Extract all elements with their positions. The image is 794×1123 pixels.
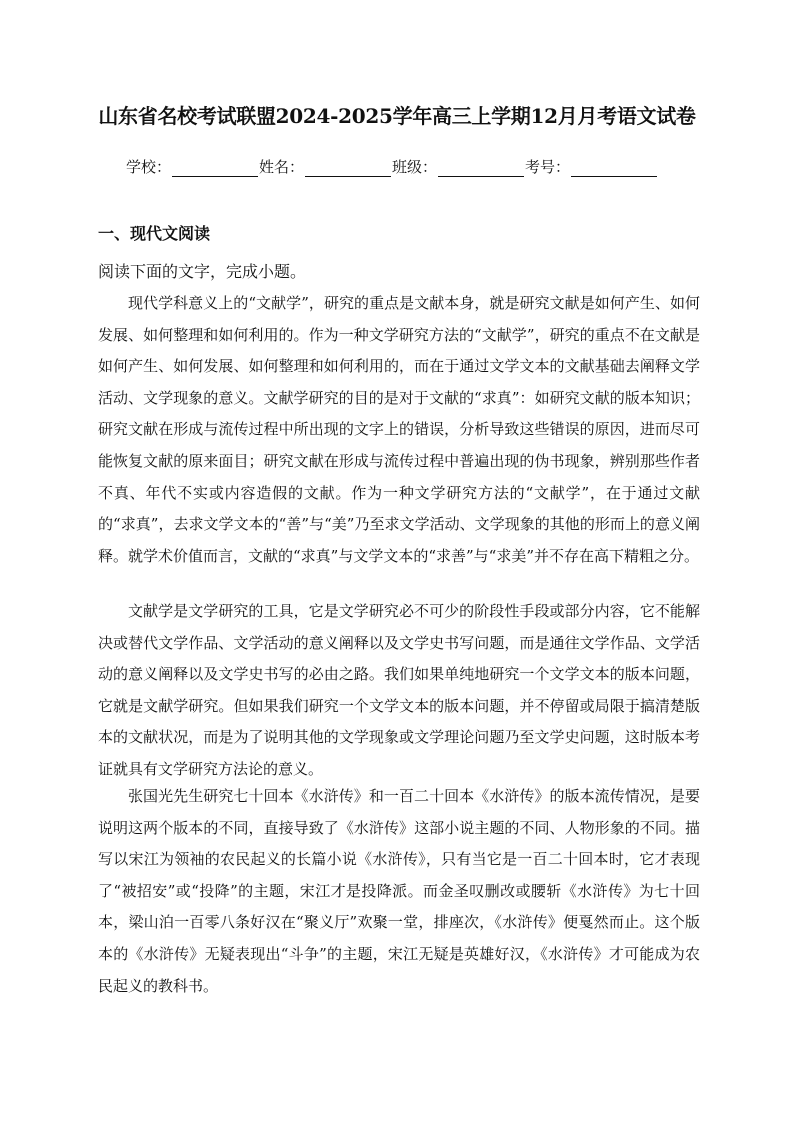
section-heading: 一、现代文阅读 bbox=[98, 224, 211, 243]
class-field bbox=[392, 156, 525, 177]
class-blank bbox=[438, 159, 524, 177]
exam-number-blank bbox=[571, 159, 657, 177]
student-info-line bbox=[126, 153, 658, 177]
school-blank bbox=[172, 159, 258, 177]
exam-title: 山东省名校考试联盟2024-2025学年高三上学期12月月考语文试卷 bbox=[98, 104, 696, 128]
passage-paragraph: 文献学是文学研究的工具，它是文学研究必不可少的阶段性手段或部分内容，它不能解决或替代文学作品、文学活动的意义阐释以及文学史书写问题，而是通往文学作品、文学活动的意义阐释以及文学史书写的必由之路。我们如果单纯地研究一个文学文本的版本问题，它就是文献学研究。但如果我们研究一个文学文本的版本问题，并不停留或局限于搞清楚版本的文献状况，而是为了说明其他的文学现象或文学理论问题乃至文学史问题，这时版本考证就具有文学研究方法论的意义。 bbox=[98, 602, 700, 778]
name-blank bbox=[305, 159, 391, 177]
school-label: 学校： bbox=[126, 158, 172, 176]
school-field bbox=[126, 156, 259, 177]
passage-paragraph: 现代学科意义上的“文献学”，研究的重点是文献本身，就是研究文献是如何产生、如何发展、如何整理和如何利用的。作为一种文学研究方法的“文献学”，研究的重点不在文献是如何产生、如何发展、如何整理和如何利用的，而在于通过文学文本的文献基础去阐释文学活动、文学现象的意义。文献学研究的目的是对于文献的“求真”：如研究文献的版本知识；研究文献在形成与流传过程中所出现的文字上的错误，分析导致这些错误的原因，进而尽可能恢复文献的原来面目；研究文献在形成与流传过程中普遍出现的伪书现象，辨别那些作者不真、年代不实或内容造假的文献。作为一种文学研究方法的“文献学”，在于通过文献的“求真”，去求文学文本的“善”与“美”乃至求文学活动、文学现象的其他的形而上的意义阐释。就学术价值而言，文献的“求真”与文学文本的“求善”与“求美”并不存在高下精粗之分。 bbox=[98, 294, 700, 565]
exam-number-field bbox=[525, 156, 658, 177]
exam-number-label: 考号： bbox=[525, 158, 571, 176]
name-field bbox=[259, 156, 392, 177]
passage-paragraph: 张国光先生研究七十回本《水浒传》和一百二十回本《水浒传》的版本流传情况，是要说明这两个版本的不同，直接导致了《水浒传》这部小说主题的不同、人物形象的不同。描写以宋江为领袖的农民起义的长篇小说《水浒传》，只有当它是一百二十回本时，它才表现了“被招安”或“投降”的主题，宋江才是投降派。而金圣叹删改或腰斩《水浒传》为七十回本，梁山泊一百零八条好汉在“聚义厅”欢聚一堂，排座次，《水浒传》便戛然而止。这个版本的《水浒传》无疑表现出“斗争”的主题，宋江无疑是英雄好汉，《水浒传》才可能成为农民起义的教科书。 bbox=[98, 787, 700, 995]
reading-instruction: 阅读下面的文字，完成小题。 bbox=[98, 262, 307, 281]
class-label: 班级： bbox=[392, 158, 438, 176]
name-label: 姓名： bbox=[259, 158, 305, 176]
